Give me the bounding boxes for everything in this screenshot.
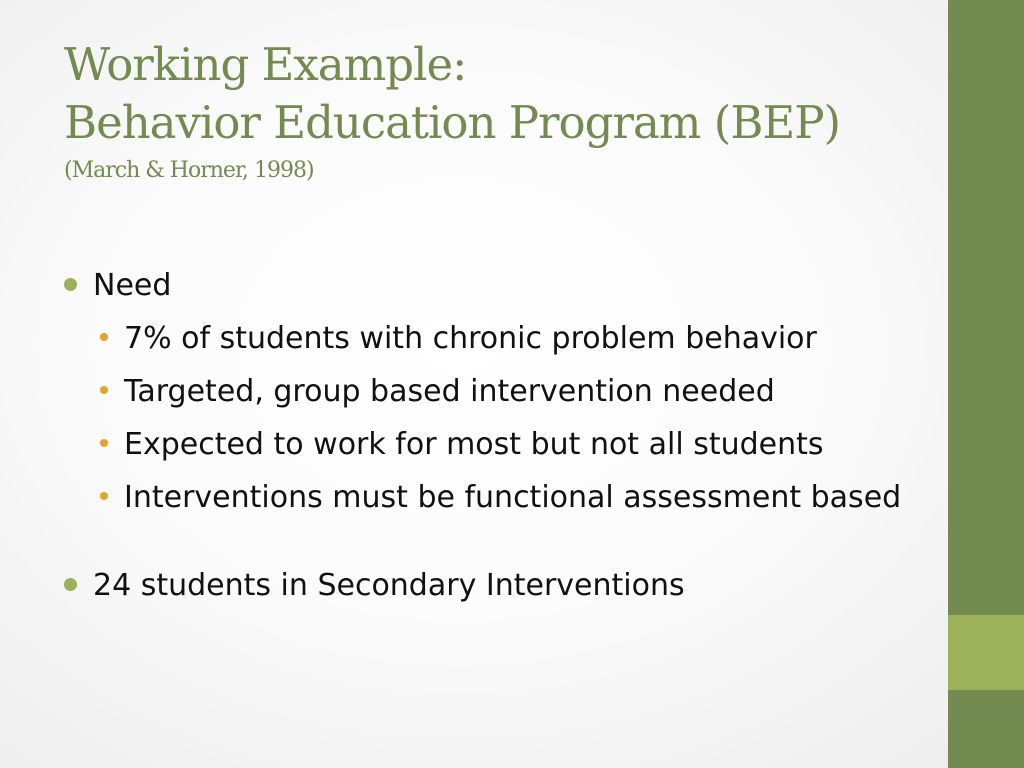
sub-bullet-item [124, 369, 930, 414]
sub-bullet-text: Expected to work for most but not all students [124, 427, 824, 462]
spacer [60, 528, 930, 564]
sub-bullet-item [124, 422, 930, 467]
bullet-need-label: Need [93, 268, 172, 303]
bullet-students-label: 24 students in Secondary Interventions [93, 568, 685, 603]
sub-bullet-text: Targeted, group based intervention needed [124, 374, 775, 409]
sub-bullet-dot-icon [100, 386, 108, 394]
sub-bullet-dot-icon [100, 333, 108, 341]
title-citation: (March & Horner, 1998) [64, 158, 314, 183]
sub-bullet-dot-icon [100, 492, 108, 500]
sub-bullet-text: Interventions must be functional assessment based [124, 480, 902, 515]
side-decoration-accent [948, 615, 1024, 690]
bullet-students [60, 564, 930, 608]
slide-content [60, 264, 930, 608]
slide-title [64, 36, 934, 188]
sub-bullet-text: 7% of students with chronic problem behavior [124, 321, 817, 356]
sub-bullet-item [124, 316, 930, 361]
bullet-need [60, 264, 930, 308]
sub-bullet-dot-icon [100, 439, 108, 447]
bullet-dot-icon [64, 578, 77, 591]
title-line-2: Behavior Education Program (BEP) [64, 96, 841, 149]
sub-bullet-item [124, 475, 930, 520]
need-sub-list [60, 316, 930, 520]
title-line-1: Working Example: [64, 38, 467, 91]
bullet-dot-icon [64, 278, 77, 291]
